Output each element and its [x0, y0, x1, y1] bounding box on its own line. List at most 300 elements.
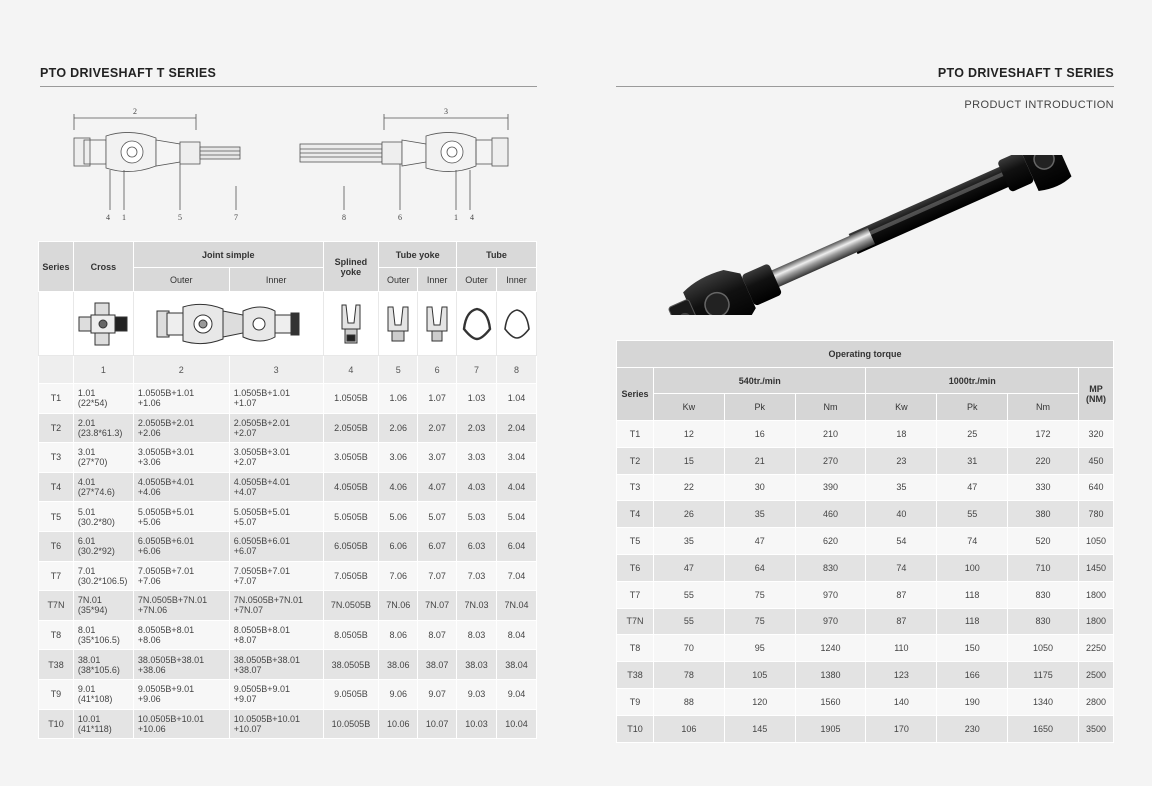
- splined-yoke-cell: 8.0505B: [323, 620, 379, 650]
- joint-outer-line2: +5.06: [137, 516, 161, 527]
- driveshaft-product-image: [666, 155, 1076, 315]
- table-row: [39, 384, 537, 414]
- cross-cell: [73, 443, 133, 473]
- joint-inner-cell: [229, 650, 323, 680]
- cross-cell: [73, 384, 133, 414]
- cross-cell: [73, 650, 133, 680]
- diagram-label: 3: [444, 107, 448, 116]
- joint-inner-line1: 5.0505B+5.01: [233, 506, 290, 517]
- cross-code: 6.01: [77, 536, 96, 547]
- cross-size: (22*54): [77, 398, 108, 409]
- pk-1000-cell: 47: [937, 474, 1008, 501]
- mp-cell: 320: [1078, 421, 1113, 448]
- part-index: 5: [379, 356, 418, 384]
- kw-540-cell: 78: [653, 662, 724, 689]
- table-row: [617, 528, 1114, 555]
- header-tube-outer: Outer: [457, 268, 497, 292]
- mp-cell: 640: [1078, 474, 1113, 501]
- cross-size: (30.2*80): [77, 516, 115, 527]
- joint-outer-cell: [133, 561, 229, 591]
- cross-size: (35*106.5): [77, 635, 120, 646]
- joint-inner-line2: +5.07: [233, 516, 257, 527]
- tube-outer-profile-icon: [460, 299, 494, 349]
- splined-yoke-icon: [336, 299, 366, 349]
- pk-540-cell: 21: [724, 447, 795, 474]
- series-cell: T2: [617, 447, 654, 474]
- tube-yoke-inner-cell: 2.07: [418, 413, 457, 443]
- series-cell: T7: [39, 561, 74, 591]
- pk-540-cell: 120: [724, 688, 795, 715]
- pk-1000-cell: 25: [937, 421, 1008, 448]
- joint-outer-line1: 7N.0505B+7N.01: [137, 595, 208, 606]
- series-cell: T6: [617, 554, 654, 581]
- kw-540-cell: 106: [653, 715, 724, 742]
- nm-1000-cell: 1650: [1008, 715, 1079, 742]
- table-row: [617, 662, 1114, 689]
- pk-1000-cell: 55: [937, 501, 1008, 528]
- cross-code: 1.01: [77, 388, 96, 399]
- joint-outer-line2: +9.06: [137, 694, 161, 705]
- joint-inner-line1: 4.0505B+4.01: [233, 477, 290, 488]
- tube-outer-cell: 7.03: [457, 561, 497, 591]
- kw-540-cell: 22: [653, 474, 724, 501]
- kw-1000-cell: 35: [866, 474, 937, 501]
- joint-outer-line1: 10.0505B+10.01: [137, 713, 205, 724]
- tube-yoke-outer-cell: 5.06: [379, 502, 418, 532]
- kw-1000-cell: 23: [866, 447, 937, 474]
- joint-outer-line1: 7.0505B+7.01: [137, 565, 195, 576]
- series-cell: T7N: [39, 591, 74, 621]
- cross-size: (27*70): [77, 457, 108, 468]
- tube-yoke-outer-icon: [383, 299, 413, 349]
- product-introduction-heading: PRODUCT INTRODUCTION: [964, 99, 1114, 111]
- joint-inner-line2: +10.07: [233, 723, 262, 734]
- diagram-label: 4: [470, 213, 474, 222]
- cross-size: (30.2*106.5): [77, 575, 128, 586]
- tube-yoke-inner-cell: 9.07: [418, 679, 457, 709]
- series-cell: T38: [39, 650, 74, 680]
- pk-540-cell: 95: [724, 635, 795, 662]
- nm-1000-cell: 172: [1008, 421, 1079, 448]
- header-tube-yoke-inner: Inner: [418, 268, 457, 292]
- joint-inner-cell: [229, 443, 323, 473]
- joint-outer-line1: 38.0505B+38.01: [137, 654, 205, 665]
- kw-540-cell: 70: [653, 635, 724, 662]
- part-index: 6: [418, 356, 457, 384]
- tube-inner-cell: 3.04: [497, 443, 537, 473]
- mp-cell: 1800: [1078, 608, 1113, 635]
- joint-outer-line2: +1.06: [137, 398, 161, 409]
- tube-inner-cell: 6.04: [497, 531, 537, 561]
- kw-540-cell: 26: [653, 501, 724, 528]
- joint-inner-line2: +8.07: [233, 635, 257, 646]
- tube-outer-cell: 1.03: [457, 384, 497, 414]
- series-cell: T38: [617, 662, 654, 689]
- series-cell: T2: [39, 413, 74, 443]
- joint-inner-cell: [229, 502, 323, 532]
- table-row: [39, 531, 537, 561]
- tube-inner-cell: 2.04: [497, 413, 537, 443]
- tube-outer-cell: 5.03: [457, 502, 497, 532]
- series-cell: T3: [39, 443, 74, 473]
- right-page: [576, 0, 1152, 786]
- joint-inner-cell: [229, 591, 323, 621]
- header-tube-yoke: Tube yoke: [379, 242, 457, 268]
- table-row: [39, 650, 537, 680]
- kw-540-cell: 12: [653, 421, 724, 448]
- diagram-label: 8: [342, 213, 346, 222]
- pk-1000-cell: 31: [937, 447, 1008, 474]
- joint-outer-line2: +3.06: [137, 457, 161, 468]
- pk-1000-cell: 150: [937, 635, 1008, 662]
- cross-code: 8.01: [77, 625, 96, 636]
- table-row: [617, 688, 1114, 715]
- tube-outer-image: [457, 292, 497, 356]
- right-page-title: PTO DRIVESHAFT T SERIES: [937, 66, 1114, 80]
- tube-yoke-inner-cell: 6.07: [418, 531, 457, 561]
- cross-code: 2.01: [77, 417, 96, 428]
- table-row: [39, 561, 537, 591]
- diagram-label: 2: [133, 107, 137, 116]
- tube-inner-cell: 7N.04: [497, 591, 537, 621]
- kw-1000-cell: 110: [866, 635, 937, 662]
- joint-outer-line1: 3.0505B+3.01: [137, 447, 195, 458]
- tube-outer-cell: 3.03: [457, 443, 497, 473]
- nm-1000-cell: 1340: [1008, 688, 1079, 715]
- tube-yoke-inner-cell: 7.07: [418, 561, 457, 591]
- header-joint-outer: Outer: [133, 268, 229, 292]
- joint-outer-cell: [133, 679, 229, 709]
- splined-yoke-image: [323, 292, 379, 356]
- header-kw: Kw: [866, 394, 937, 421]
- left-title-rule: [40, 86, 537, 87]
- tube-yoke-outer-cell: 10.06: [379, 709, 418, 739]
- header-splined-yoke: Splined yoke: [323, 242, 379, 292]
- table-row: [617, 608, 1114, 635]
- cross-cell: [73, 502, 133, 532]
- tube-yoke-outer-cell: 9.06: [379, 679, 418, 709]
- cross-size: (27*74.6): [77, 487, 115, 498]
- series-cell: T5: [617, 528, 654, 555]
- joint-inner-line1: 2.0505B+2.01: [233, 417, 290, 428]
- driveshaft-drawing-svg: [60, 100, 530, 230]
- header-pk: Pk: [937, 394, 1008, 421]
- cross-cell: [73, 679, 133, 709]
- cross-code: 38.01: [77, 654, 101, 665]
- nm-540-cell: 390: [795, 474, 866, 501]
- joint-inner-cell: [229, 620, 323, 650]
- joint-outer-line2: +4.06: [137, 487, 161, 498]
- joint-inner-line2: +7.07: [233, 575, 257, 586]
- tube-inner-cell: 8.04: [497, 620, 537, 650]
- header-pk: Pk: [724, 394, 795, 421]
- tube-yoke-outer-cell: 38.06: [379, 650, 418, 680]
- cross-size: (41*108): [77, 694, 113, 705]
- joint-simple-image: [133, 292, 323, 356]
- tube-yoke-outer-cell: 8.06: [379, 620, 418, 650]
- joint-inner-cell: [229, 679, 323, 709]
- splined-yoke-cell: 7.0505B: [323, 561, 379, 591]
- nm-540-cell: 1240: [795, 635, 866, 662]
- cross-cell: [73, 709, 133, 739]
- pk-540-cell: 47: [724, 528, 795, 555]
- splined-yoke-cell: 5.0505B: [323, 502, 379, 532]
- series-cell: T8: [617, 635, 654, 662]
- series-cell: T7: [617, 581, 654, 608]
- joint-inner-line2: +7N.07: [233, 605, 263, 616]
- tube-yoke-inner-cell: 38.07: [418, 650, 457, 680]
- table-row: [617, 421, 1114, 448]
- joint-outer-line1: 2.0505B+2.01: [137, 417, 195, 428]
- table-row: [617, 447, 1114, 474]
- diagram-label: 4: [106, 213, 110, 222]
- cross-size: (30.2*92): [77, 546, 115, 557]
- joint-outer-line2: +38.06: [137, 664, 166, 675]
- joint-outer-cell: [133, 384, 229, 414]
- nm-1000-cell: 830: [1008, 581, 1079, 608]
- cross-size: (41*118): [77, 723, 112, 734]
- series-cell: T10: [39, 709, 74, 739]
- tube-inner-cell: 4.04: [497, 472, 537, 502]
- joint-inner-line2: +2.07: [233, 427, 257, 438]
- splined-yoke-cell: 2.0505B: [323, 413, 379, 443]
- part-index: 2: [133, 356, 229, 384]
- joint-outer-line1: 9.0505B+9.01: [137, 684, 195, 695]
- tube-inner-profile-icon: [500, 299, 534, 349]
- joint-outer-line1: 4.0505B+4.01: [137, 477, 195, 488]
- pk-1000-cell: 74: [937, 528, 1008, 555]
- diagram-label: 5: [178, 213, 182, 222]
- right-title-rule: [616, 86, 1114, 87]
- kw-1000-cell: 87: [866, 608, 937, 635]
- tube-yoke-outer-cell: 2.06: [379, 413, 418, 443]
- series-cell: T9: [617, 688, 654, 715]
- pk-1000-cell: 118: [937, 581, 1008, 608]
- joint-inner-line1: 38.0505B+38.01: [233, 654, 301, 665]
- joint-outer-line2: +10.06: [137, 723, 166, 734]
- cross-size: (23.8*61.3): [77, 427, 123, 438]
- cross-size: (35*94): [77, 605, 108, 616]
- tube-inner-cell: 9.04: [497, 679, 537, 709]
- header-tube-yoke-outer: Outer: [379, 268, 418, 292]
- joint-outer-cell: [133, 413, 229, 443]
- joint-inner-line1: 10.0505B+10.01: [233, 713, 301, 724]
- joint-inner-line2: +2.07: [233, 457, 257, 468]
- series-cell: T8: [39, 620, 74, 650]
- splined-yoke-cell: 1.0505B: [323, 384, 379, 414]
- tube-yoke-outer-cell: 1.06: [379, 384, 418, 414]
- cross-code: 4.01: [77, 477, 96, 488]
- joint-inner-line1: 6.0505B+6.01: [233, 536, 290, 547]
- tube-outer-cell: 9.03: [457, 679, 497, 709]
- cross-code: 5.01: [77, 506, 96, 517]
- joint-inner-line1: 3.0505B+3.01: [233, 447, 290, 458]
- nm-1000-cell: 380: [1008, 501, 1079, 528]
- mp-cell: 2250: [1078, 635, 1113, 662]
- series-cell: T4: [39, 472, 74, 502]
- joint-outer-cell: [133, 502, 229, 532]
- operating-torque-table: [616, 340, 1114, 743]
- nm-1000-cell: 520: [1008, 528, 1079, 555]
- part-index: 4: [323, 356, 379, 384]
- series-cell: T10: [617, 715, 654, 742]
- kw-540-cell: 47: [653, 554, 724, 581]
- kw-540-cell: 15: [653, 447, 724, 474]
- table-row: [617, 554, 1114, 581]
- pk-1000-cell: 100: [937, 554, 1008, 581]
- joint-outer-cell: [133, 620, 229, 650]
- nm-1000-cell: 1050: [1008, 635, 1079, 662]
- joint-outer-line2: +6.06: [137, 546, 161, 557]
- pk-1000-cell: 190: [937, 688, 1008, 715]
- splined-yoke-cell: 38.0505B: [323, 650, 379, 680]
- series-cell: T5: [39, 502, 74, 532]
- nm-540-cell: 210: [795, 421, 866, 448]
- tube-inner-cell: 10.04: [497, 709, 537, 739]
- joint-inner-line1: 8.0505B+8.01: [233, 625, 290, 636]
- part-image-row: [39, 292, 537, 356]
- tube-yoke-inner-cell: 10.07: [418, 709, 457, 739]
- mp-cell: 1050: [1078, 528, 1113, 555]
- joint-inner-cell: [229, 709, 323, 739]
- nm-540-cell: 1560: [795, 688, 866, 715]
- tube-yoke-inner-cell: 8.07: [418, 620, 457, 650]
- tube-outer-cell: 2.03: [457, 413, 497, 443]
- nm-1000-cell: 1175: [1008, 662, 1079, 689]
- mp-cell: 450: [1078, 447, 1113, 474]
- header-kw: Kw: [653, 394, 724, 421]
- joint-inner-cell: [229, 531, 323, 561]
- pk-540-cell: 16: [724, 421, 795, 448]
- cross-size: (38*105.6): [77, 664, 120, 675]
- table-row: [617, 501, 1114, 528]
- cross-code: 7N.01: [77, 595, 102, 606]
- table-row: [617, 581, 1114, 608]
- series-cell: T7N: [617, 608, 654, 635]
- joint-inner-line2: +9.07: [233, 694, 257, 705]
- tube-inner-cell: 5.04: [497, 502, 537, 532]
- joint-inner-line1: 7.0505B+7.01: [233, 565, 290, 576]
- tube-outer-cell: 8.03: [457, 620, 497, 650]
- header-cross: Cross: [73, 242, 133, 292]
- series-cell: T1: [617, 421, 654, 448]
- kw-1000-cell: 87: [866, 581, 937, 608]
- table-row: [39, 709, 537, 739]
- joint-outer-line1: 5.0505B+5.01: [137, 506, 195, 517]
- mp-cell: 2500: [1078, 662, 1113, 689]
- pk-540-cell: 105: [724, 662, 795, 689]
- joint-outer-line2: +8.06: [137, 635, 161, 646]
- component-spec-table: [38, 241, 537, 739]
- cross-code: 9.01: [77, 684, 96, 695]
- nm-1000-cell: 830: [1008, 608, 1079, 635]
- header-mp: MP (NM): [1078, 368, 1113, 421]
- tube-inner-cell: 38.04: [497, 650, 537, 680]
- tube-yoke-outer-cell: 6.06: [379, 531, 418, 561]
- nm-540-cell: 830: [795, 554, 866, 581]
- driveshaft-drawing: [60, 100, 530, 230]
- nm-540-cell: 970: [795, 581, 866, 608]
- tube-yoke-inner-cell: 5.07: [418, 502, 457, 532]
- joint-outer-line2: +7.06: [137, 575, 161, 586]
- mp-cell: 1800: [1078, 581, 1113, 608]
- cross-part-image: [73, 292, 133, 356]
- cross-code: 3.01: [77, 447, 96, 458]
- cross-cell: [73, 531, 133, 561]
- header-nm: Nm: [795, 394, 866, 421]
- pk-540-cell: 75: [724, 581, 795, 608]
- pk-1000-cell: 118: [937, 608, 1008, 635]
- table-row: [39, 413, 537, 443]
- component-spec-rows: [39, 384, 537, 739]
- tube-inner-image: [497, 292, 537, 356]
- kw-540-cell: 35: [653, 528, 724, 555]
- diagram-label: 1: [454, 213, 458, 222]
- nm-1000-cell: 220: [1008, 447, 1079, 474]
- joint-inner-cell: [229, 413, 323, 443]
- joint-inner-line2: +4.07: [233, 487, 257, 498]
- pk-540-cell: 35: [724, 501, 795, 528]
- tube-yoke-inner-icon: [422, 299, 452, 349]
- header-nm: Nm: [1008, 394, 1079, 421]
- table-row: [39, 620, 537, 650]
- joint-inner-cell: [229, 384, 323, 414]
- tube-yoke-inner-cell: 3.07: [418, 443, 457, 473]
- nm-540-cell: 970: [795, 608, 866, 635]
- joint-outer-cell: [133, 591, 229, 621]
- joint-inner-line2: +6.07: [233, 546, 257, 557]
- table-row: [39, 679, 537, 709]
- joint-outer-line2: +7N.06: [137, 605, 168, 616]
- tube-yoke-inner-cell: 4.07: [418, 472, 457, 502]
- tube-yoke-outer-cell: 4.06: [379, 472, 418, 502]
- header-series: Series: [39, 242, 74, 292]
- tube-inner-cell: 7.04: [497, 561, 537, 591]
- cross-cell: [73, 472, 133, 502]
- nm-540-cell: 1905: [795, 715, 866, 742]
- splined-yoke-cell: 7N.0505B: [323, 591, 379, 621]
- tube-outer-cell: 6.03: [457, 531, 497, 561]
- kw-1000-cell: 123: [866, 662, 937, 689]
- header-540-rpm: 540tr./min: [653, 368, 866, 394]
- table-row: [39, 443, 537, 473]
- splined-yoke-cell: 3.0505B: [323, 443, 379, 473]
- kw-1000-cell: 170: [866, 715, 937, 742]
- header-tube-inner: Inner: [497, 268, 537, 292]
- part-index: 7: [457, 356, 497, 384]
- joint-outer-line1: 1.0505B+1.01: [137, 388, 195, 399]
- part-index: 1: [73, 356, 133, 384]
- cross-cell: [73, 413, 133, 443]
- header-joint-simple: Joint simple: [133, 242, 323, 268]
- joint-inner-line1: 9.0505B+9.01: [233, 684, 290, 695]
- table-row: [39, 502, 537, 532]
- joint-outer-cell: [133, 650, 229, 680]
- table-row: [39, 591, 537, 621]
- tube-yoke-outer-cell: 7N.06: [379, 591, 418, 621]
- joint-inner-cell: [229, 472, 323, 502]
- header-joint-inner: Inner: [229, 268, 323, 292]
- tube-outer-cell: 10.03: [457, 709, 497, 739]
- series-cell: T9: [39, 679, 74, 709]
- splined-yoke-cell: 6.0505B: [323, 531, 379, 561]
- part-index: 3: [229, 356, 323, 384]
- mp-cell: 780: [1078, 501, 1113, 528]
- joint-outer-line1: 6.0505B+6.01: [137, 536, 195, 547]
- diagram-label: 1: [122, 213, 126, 222]
- cross-cell: [73, 561, 133, 591]
- header-series: Series: [617, 368, 654, 421]
